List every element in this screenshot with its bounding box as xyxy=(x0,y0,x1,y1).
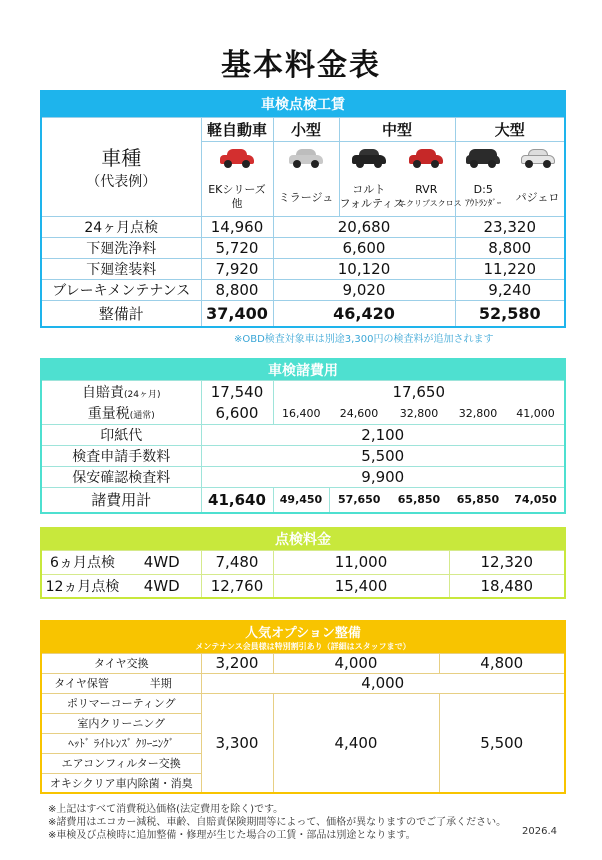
table-row: 検査申請手数料 5,500 xyxy=(41,446,565,467)
car-name-pajero: パジェロ xyxy=(511,178,565,216)
list-item: ﾍｯﾄﾞ ﾗｲﾄﾚﾝｽﾞ ｸﾘｰﾆﾝｸﾞ xyxy=(41,733,565,753)
total-row: 整備計 37,400 46,420 52,580 xyxy=(41,301,565,327)
group-price-mid: 4,400 xyxy=(273,693,439,793)
total-row: 諸費用計 41,640 49,450 57,650 65,850 65,850 74,050 xyxy=(41,488,565,513)
list-item: ポリマーコーティング 3,300 4,400 5,500 xyxy=(41,693,565,713)
list-item: オキシクリア車内除菌・消臭 xyxy=(41,773,565,793)
table-row: 24ヶ月点検 14,960 20,680 23,320 xyxy=(41,216,565,237)
fees-table xyxy=(40,358,566,514)
vehicle-type-cell xyxy=(41,117,201,216)
inspection-header: 車検点検工賃 xyxy=(41,91,565,117)
car-name-rvr: RVR xyxy=(415,182,438,196)
car-name-ek: EKシリーズ xyxy=(208,182,266,196)
car-name-colt: コルト xyxy=(352,182,386,196)
inspection-table: 車検点検工賃 車種 （代表例） 軽自動車 小型 中型 大型 EKシリーズ 他 ミラージュ コルト フォルティス RVR エクリプスクロス D:5 ｱｳﾄﾗﾝﾀﾞｰ パジェロ 24ヶ月点検 14,960 20,680 23,320 下廻洗浄料 5,720 6,600 8,800 下廻塗装料 7,920 10,120 11,220 ブレーキメンテナンス 8,800 9,020 9,240 整備計 37,400 46,420 52,580 xyxy=(40,90,566,328)
table-row: 保安確認検査料 9,900 xyxy=(41,467,565,488)
car-red-kei-icon xyxy=(218,147,256,169)
vehicle-type-label: 車種 xyxy=(101,146,142,171)
car-white-suv-icon xyxy=(519,147,557,169)
list-item: エアコンフィルター交換 xyxy=(41,753,565,773)
vehicle-type-sub: （代表例） xyxy=(86,174,157,191)
list-item: 室内クリーニング xyxy=(41,713,565,733)
options-subheader: メンテナンス会員様は特別割引あり（詳細はスタッフまで） xyxy=(41,641,565,653)
table-row: 下廻洗浄料 5,720 6,600 8,800 xyxy=(41,237,565,258)
page-title: 基本料金表 xyxy=(221,48,381,83)
table-row: 下廻塗装料 7,920 10,120 11,220 xyxy=(41,258,565,279)
car-name-d5: D:5 xyxy=(473,182,493,196)
table-row: タイヤ保管 半期 4,000 xyxy=(41,673,565,693)
table-row: ブレーキメンテナンス 8,800 9,020 9,240 xyxy=(41,280,565,301)
fees-header: 車検諸費用 xyxy=(41,359,565,381)
obd-note: ※OBD検査対象車は別途3,300円の検査料が追加されます xyxy=(234,334,494,345)
table-row: 12ヵ月点検 4WD 12,760 15,400 18,480 xyxy=(41,574,565,598)
table-row: タイヤ交換 3,200 4,000 4,800 xyxy=(41,653,565,673)
table-row: 6ヵ月点検 4WD 7,480 11,000 12,320 xyxy=(41,550,565,574)
options-header: 人気オプション整備 xyxy=(41,621,565,641)
footnote-3: ※車検及び点検時に追加整備・修理が生じた場合の工賃・部品は別途となります。 xyxy=(48,830,416,841)
car-black-minivan-icon xyxy=(464,147,502,169)
class-large: 大型 xyxy=(455,117,565,141)
footnote-1: ※上記はすべて消費税込価格(法定費用を除く)です。 xyxy=(48,804,284,815)
group-price-kei: 3,300 xyxy=(201,693,273,793)
group-price-large: 5,500 xyxy=(439,693,565,793)
table-row: 自賠責(24ヶ月) 17,540 17,650 xyxy=(41,381,565,403)
tenken-table xyxy=(40,527,566,599)
car-silver-compact-icon xyxy=(287,147,325,169)
footnote-2: ※諸費用はエコカー減税、車齢、自賠責保険期間等によって、価格が異なりますのでご了承ください。 xyxy=(48,817,507,828)
car-name-mirage: ミラージュ xyxy=(273,178,339,216)
class-small: 小型 xyxy=(273,117,339,141)
table-row: 重量税(通常) 6,600 16,400 24,600 32,800 32,800 41,000 xyxy=(41,403,565,425)
class-kei: 軽自動車 xyxy=(201,117,273,141)
date-label: 2026.4 xyxy=(522,826,557,837)
tenken-header: 点検料金 xyxy=(41,528,565,550)
car-red-suv-icon xyxy=(407,147,445,169)
table-row: 印紙代 2,100 xyxy=(41,425,565,446)
options-table xyxy=(40,620,566,794)
car-black-sedan-icon xyxy=(350,147,388,169)
class-medium: 中型 xyxy=(339,117,455,141)
